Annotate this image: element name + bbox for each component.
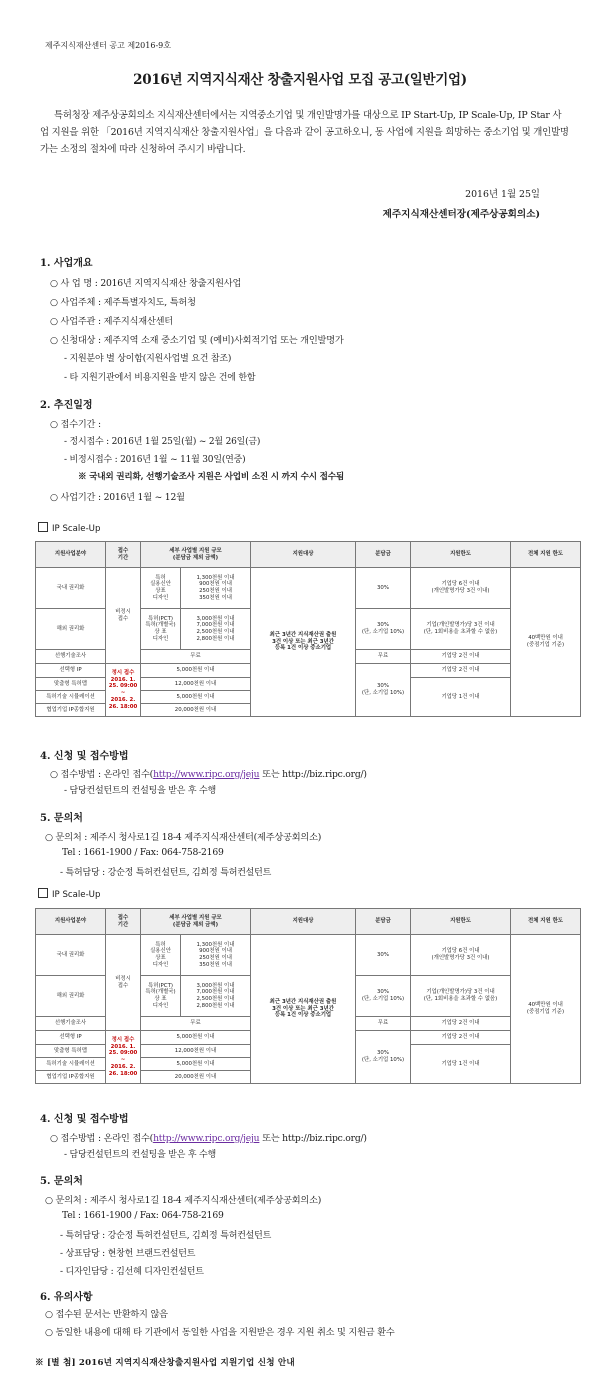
table-cell: 비정시 접수	[106, 935, 141, 1031]
table-cell: 1,300천원 이내 900천원 이내 250천원 이내 350천원 이내	[181, 568, 251, 609]
section-contact-title: 5. 문의처	[40, 1176, 83, 1187]
col-header: 전체 지원 한도	[511, 909, 581, 935]
table-cell: 40백만원 이내 (중점기업 기준)	[511, 568, 581, 717]
col-header: 세부 사업별 지원 규모 (분담금 제외 금액)	[141, 909, 251, 935]
table-cell: 30%	[356, 568, 411, 609]
checkbox-icon	[38, 888, 48, 898]
table-label	[38, 522, 100, 534]
col-header: 지원사업분야	[36, 909, 106, 935]
table-cell: 3,000천원 이내 7,000천원 이내 2,500천원 이내 2,800천원 이내	[181, 609, 251, 650]
overview-item: ○ 사업주관 : 제주지식재산센터	[50, 316, 173, 327]
table-cell: 선택형 IP	[36, 664, 106, 678]
table-cell: 정시 접수 2016. 1. 25. 09:00 ~ 2016. 2. 26. 18:00	[106, 664, 141, 717]
table-cell: 5,000천원 이내	[141, 1058, 251, 1071]
contact-subitem: - 특허담당 : 강순정 특허컨설턴트, 김희정 특허컨설턴트	[60, 868, 272, 878]
table-cell: 30% (단, 소기업 10%)	[356, 1031, 411, 1084]
overview-subitem: - 지원분야 별 상이함(지원사업별 요건 참조)	[64, 354, 232, 364]
table-cell: 특허기술 시뮬레이션	[36, 1058, 106, 1071]
table-cell: 특허기술 시뮬레이션	[36, 691, 106, 704]
table-cell: 3,000천원 이내 7,000천원 이내 2,500천원 이내 2,800천원 이내	[181, 976, 251, 1017]
document-title: 2016년 지역지식재산 창출지원사업 모집 공고(일반기업)	[133, 72, 467, 88]
col-header: 세부 사업별 지원 규모 (분담금 제외 금액)	[141, 542, 251, 568]
table-cell: 무료	[141, 650, 251, 664]
apply-prefix: ○ 접수방법 : 온라인 접수(	[50, 1133, 154, 1144]
col-header: 지원사업분야	[36, 542, 106, 568]
table-cell: 30% (단, 소기업 10%)	[356, 609, 411, 650]
table-cell: 국내 권리화	[36, 935, 106, 976]
table-cell: 선행기술조사	[36, 650, 106, 664]
apply-subitem: - 담당컨설턴트의 컨설팅을 받은 후 수행	[64, 1150, 217, 1160]
table-cell: 기업당 2건 이내	[411, 1017, 511, 1031]
apply-method	[50, 766, 367, 780]
table-label	[38, 888, 100, 900]
col-header: 접수 기간	[106, 542, 141, 568]
table-cell: 5,000천원 이내	[141, 1031, 251, 1045]
section-apply-title: 4. 신청 및 접수방법	[40, 751, 129, 762]
support-table	[35, 908, 581, 1084]
notes-item: ○ 동일한 내용에 대해 타 기관에서 동일한 사업을 지원받은 경우 지원 취소 및 지원금 환수	[45, 1327, 395, 1338]
table-cell: 30%	[356, 935, 411, 976]
table-cell: 무료	[356, 1017, 411, 1031]
table-cell: 무료	[141, 1017, 251, 1031]
table-cell: 1,300천원 이내 900천원 이내 250천원 이내 350천원 이내	[181, 935, 251, 976]
table-cell: 선행기술조사	[36, 1017, 106, 1031]
ripc-link[interactable]: http://www.ripc.org/jeju	[153, 1133, 260, 1144]
schedule-subitem: - 비정시접수 : 2016년 1월 ~ 11월 30일(연중)	[64, 455, 246, 465]
apply-method	[50, 1130, 367, 1144]
table-cell: 기업당 2건 이내	[411, 650, 511, 664]
ripc-link[interactable]: http://www.ripc.org/jeju	[153, 769, 260, 780]
table-label-text: IP Scale-Up	[52, 524, 101, 534]
table-cell: 특허 실용신안 상표 디자인	[141, 935, 181, 976]
overview-subitem: - 타 지원기관에서 비용지원을 받지 않은 건에 한함	[64, 373, 256, 383]
table-cell: 12,000천원 이내	[141, 678, 251, 691]
col-header: 분담금	[356, 542, 411, 568]
table-cell: 최근 3년간 지식재산권 출원 3건 이상 또는 최근 3년간 등록 1건 이상 중소기업	[251, 935, 356, 1084]
section-notes-title: 6. 유의사항	[40, 1292, 93, 1303]
table-cell: 40백만원 이내 (중점기업 기준)	[511, 935, 581, 1084]
table-cell: 기업당 2건 이내	[411, 1031, 511, 1045]
table-cell: 기업당 2건 이내	[411, 664, 511, 678]
contact-subitem: - 디자인담당 : 김선혜 디자인컨설턴트	[60, 1267, 204, 1277]
section-apply-title: 4. 신청 및 접수방법	[40, 1114, 129, 1125]
notes-item: ○ 접수된 문서는 반환하지 않음	[45, 1309, 168, 1320]
table-cell: 협업기업 IP종합지원	[36, 704, 106, 717]
section-schedule-title: 2. 추진일정	[40, 400, 93, 411]
col-header: 분담금	[356, 909, 411, 935]
table-cell: 기업당 6건 이내 (개인발명가당 3건 이내)	[411, 935, 511, 976]
table-cell: 맞춤형 특허맵	[36, 678, 106, 691]
attachment-note: ※ [별 첨] 2016년 지역지식재산창출지원사업 지원기업 신청 안내	[35, 1358, 295, 1368]
col-header: 지원대상	[251, 909, 356, 935]
table-cell: 무료	[356, 650, 411, 664]
col-header: 지원한도	[411, 542, 511, 568]
table-cell: 특허(PCT) 특허(개별국) 상 표 디자인	[141, 609, 181, 650]
section-contact-title: 5. 문의처	[40, 813, 83, 824]
col-header: 접수 기간	[106, 909, 141, 935]
table-cell: 5,000천원 이내	[141, 691, 251, 704]
table-cell: 기업당 6건 이내 (개인발명가당 3건 이내)	[411, 568, 511, 609]
table-cell: 20,000천원 이내	[141, 1071, 251, 1084]
table-cell: 최근 3년간 지식재산권 출원 3건 이상 또는 최근 3년간 등록 1건 이상 중소기업	[251, 568, 356, 717]
table-cell: 특허 실용신안 상표 디자인	[141, 568, 181, 609]
intro-paragraph: 특허청장 제주상공회의소 지식재산센터에서는 지역중소기업 및 개인발명가를 대상으로 IP Start-Up, IP Scale-Up, IP Star 사업 지원을 위한 「2016년 지역지식재산 창출지원사업」을 다음과 같이 공고하오니, 동 사업에 지원을 희망하는 중소기업 및 개인발명가는 소정의 절차에 따라 신청하여 주시기 바랍니다.	[40, 110, 569, 155]
table-cell: 기업당 1건 이내	[411, 678, 511, 717]
apply-suffix: 또는 http://biz.ripc.org/)	[259, 1133, 367, 1144]
table-cell: 해외 권리화	[36, 976, 106, 1017]
table-cell: 30% (단, 소기업 10%)	[356, 664, 411, 717]
contact-phone: Tel : 1661-1900 / Fax: 064-758-2169	[62, 847, 224, 858]
table-cell: 정시 접수 2016. 1. 25. 09:00 ~ 2016. 2. 26. 18:00	[106, 1031, 141, 1084]
overview-item: ○ 사업주체 : 제주특별자치도, 특허청	[50, 297, 196, 308]
apply-suffix: 또는 http://biz.ripc.org/)	[259, 769, 367, 780]
notice-number: 제주지식재산센터 공고 제2016-9호	[45, 41, 171, 50]
table-cell: 비정시 접수	[106, 568, 141, 664]
col-header: 전체 지원 한도	[511, 542, 581, 568]
apply-prefix: ○ 접수방법 : 온라인 접수(	[50, 769, 154, 780]
signer: 제주지식재산센터장(제주상공회의소)	[382, 209, 540, 220]
table-label-text: IP Scale-Up	[52, 890, 101, 900]
col-header: 지원대상	[251, 542, 356, 568]
contact-phone: Tel : 1661-1900 / Fax: 064-758-2169	[62, 1210, 224, 1221]
section-overview-title: 1. 사업개요	[40, 258, 93, 269]
schedule-item: ○ 사업기간 : 2016년 1월 ~ 12월	[50, 492, 185, 503]
checkbox-icon	[38, 522, 48, 532]
overview-item: ○ 신청대상 : 제주지역 소재 중소기업 및 (예비)사회적기업 또는 개인발명가	[50, 335, 344, 346]
support-table	[35, 541, 581, 717]
announcement-date: 2016년 1월 25일	[465, 189, 540, 200]
schedule-note: ※ 국내외 권리화, 선행기술조사 지원은 사업비 소진 시 까지 수시 접수됨	[78, 472, 344, 482]
schedule-item: ○ 접수기간 :	[50, 419, 101, 430]
table-cell: 해외 권리화	[36, 609, 106, 650]
table-cell: 30% (단, 소기업 10%)	[356, 976, 411, 1017]
table-cell: 특허(PCT) 특허(개별국) 상 표 디자인	[141, 976, 181, 1017]
col-header: 지원한도	[411, 909, 511, 935]
table-cell: 20,000천원 이내	[141, 704, 251, 717]
contact-item: ○ 문의처 : 제주시 청사로1길 18-4 제주지식재산센터(제주상공회의소)	[45, 1195, 322, 1206]
table-cell: 기업당 1건 이내	[411, 1045, 511, 1084]
table-cell: 기업(개인발명가)당 3건 이내 (단, 1회비용을 초과할 수 없음)	[411, 609, 511, 650]
table-cell: 기업(개인발명가)당 3건 이내 (단, 1회비용을 초과할 수 없음)	[411, 976, 511, 1017]
table-cell: 5,000천원 이내	[141, 664, 251, 678]
schedule-subitem: - 정시접수 : 2016년 1월 25일(월) ~ 2월 26일(금)	[64, 437, 261, 447]
overview-item: ○ 사 업 명 : 2016년 지역지식재산 창출지원사업	[50, 278, 242, 289]
table-cell: 협업기업 IP종합지원	[36, 1071, 106, 1084]
apply-subitem: - 담당컨설턴트의 컨설팅을 받은 후 수행	[64, 786, 217, 796]
contact-subitem: - 상표담당 : 현창헌 브랜드컨설턴트	[60, 1249, 196, 1259]
contact-subitem: - 특허담당 : 강순정 특허컨설턴트, 김희정 특허컨설턴트	[60, 1231, 272, 1241]
table-cell: 12,000천원 이내	[141, 1045, 251, 1058]
table-cell: 맞춤형 특허맵	[36, 1045, 106, 1058]
table-cell: 국내 권리화	[36, 568, 106, 609]
table-cell: 선택형 IP	[36, 1031, 106, 1045]
contact-item: ○ 문의처 : 제주시 청사로1길 18-4 제주지식재산센터(제주상공회의소)	[45, 832, 322, 843]
